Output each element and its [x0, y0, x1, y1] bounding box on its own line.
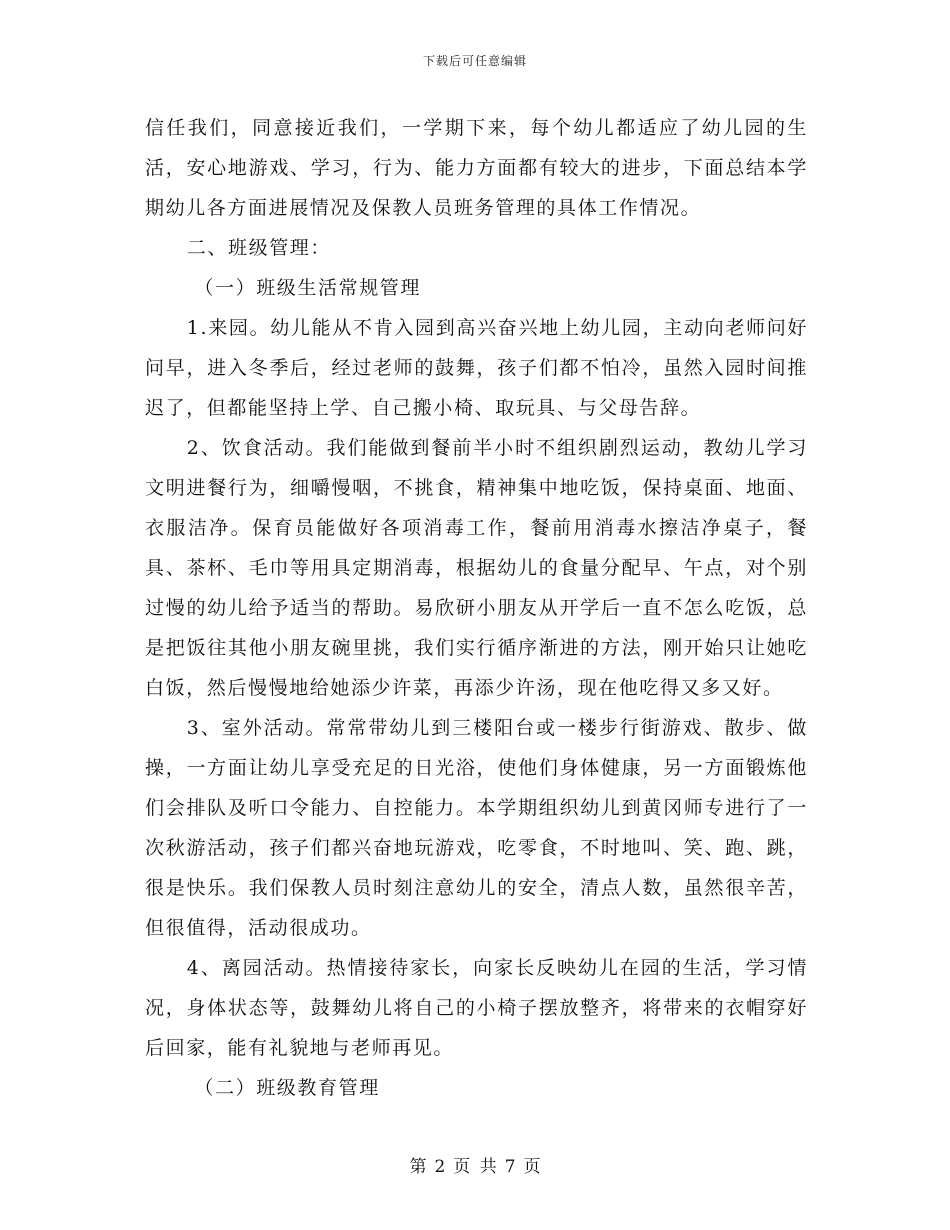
paragraph-arrival: 1.来园。幼儿能从不肯入园到高兴奋兴地上幼儿园，主动向老师问好问早，进入冬季后，经过老师的鼓舞，孩子们都不怕冷，虽然入园时间推迟了，但都能坚持上学、自己搬小椅、取玩具、与父母告辞。 — [145, 317, 808, 419]
footer-current-page: 2 — [434, 1157, 446, 1177]
footer-prefix: 第 — [409, 1157, 427, 1177]
paragraph-departure: 4、离园活动。热情接待家长，向家长反映幼儿在园的生活，学习情况，身体状态等，鼓舞幼儿将自己的小椅子摆放整齐，将带来的衣帽穿好后回家，能有礼貌地与老师再见。 — [145, 957, 808, 1059]
footer-mid: 页 共 — [453, 1157, 497, 1177]
footer-suffix: 页 — [523, 1157, 541, 1177]
paragraph-outdoor: 3、室外活动。常常带幼儿到三楼阳台或一楼步行街游戏、散步、做操，一方面让幼儿享受充足的日光浴，使他们身体健康，另一方面锻炼他们会排队及听口令能力、自控能力。本学期组织幼儿到黄冈师专进行了一次秋游活动，孩子们都兴奋地玩游戏，吃零食，不时地叫、笑、跑、跳，很是快乐。我们保教人员时刻注意幼儿的安全，清点人数，虽然很辛苦，但很值得，活动很成功。 — [145, 717, 808, 939]
footer-total-pages: 7 — [504, 1157, 516, 1177]
page-header-note: 下载后可任意编辑 — [422, 54, 527, 68]
subsection-heading-daily-routine: （一）班级生活常规管理 — [194, 277, 421, 299]
section-heading-class-management: 二、班级管理： — [186, 237, 331, 259]
page-number-footer — [0, 1152, 950, 1177]
paragraph-dining: 2、饮食活动。我们能做到餐前半小时不组织剧烈运动，教幼儿学习文明进餐行为，细嚼慢咽，不挑食，精神集中地吃饭，保持桌面、地面、衣服洁净。保育员能做好各项消毒工作，餐前用消毒水擦洁净桌子，餐具、茶杯、毛巾等用具定期消毒，根据幼儿的食量分配早、午点，对个别过慢的幼儿给予适当的帮助。易欣研小朋友从开学后一直不怎么吃饭，总是把饭往其他小朋友碗里挑，我们实行循序渐进的方法，刚开始只让她吃白饭，然后慢慢地给她添少许菜，再添少许汤，现在他吃得又多又好。 — [145, 437, 808, 699]
document-body — [145, 108, 808, 1108]
subsection-heading-education: （二）班级教育管理 — [194, 1077, 380, 1099]
paragraph-intro: 信任我们，同意接近我们，一学期下来，每个幼儿都适应了幼儿园的生活，安心地游戏、学习，行为、能力方面都有较大的进步，下面总结本学期幼儿各方面进展情况及保教人员班务管理的具体工作情况。 — [145, 117, 808, 219]
